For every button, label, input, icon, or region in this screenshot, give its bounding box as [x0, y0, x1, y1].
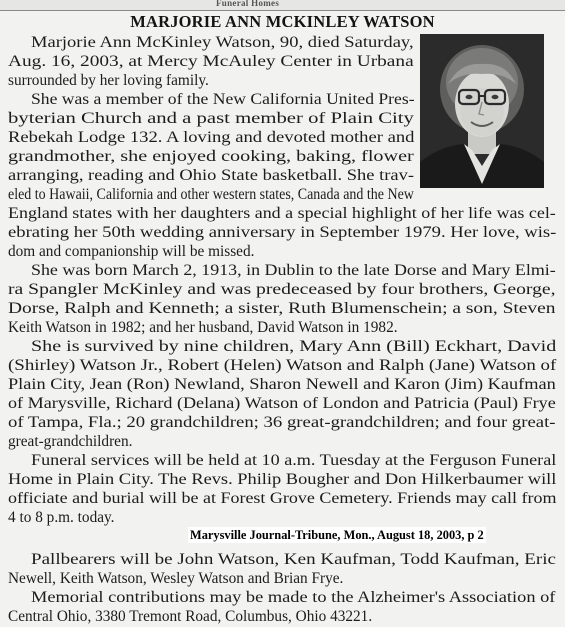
obituary-title: MARJORIE ANN MCKINLEY WATSON [130, 12, 435, 31]
obituary-line: Dorse, Ralph and Kenneth; a sister, Ruth Blumenschein; a son, Steven [8, 300, 556, 317]
obituary-line: great-grandchildren. [8, 433, 133, 450]
obituary-line: Memorial contributions may be made to the Alzheimer's Association of [31, 589, 556, 606]
obituary-line: (Shirley) Watson Jr., Robert (Helen) Watson and Ralph (Jane) Watson of [8, 357, 557, 374]
obituary-line: arranging, reading and Ohio State basketball. She trav- [8, 167, 415, 184]
obituary-line: She was a member of the New California United Pres- [31, 91, 415, 108]
obituary-line: byterian Church and a past member of Plain City [8, 110, 414, 127]
obituary-line: Newell, Keith Watson, Wesley Watson and Brian Frye. [8, 570, 344, 587]
obituary-line: grandmother, she enjoyed cooking, baking, flower [8, 148, 414, 165]
section-header-strip [0, 0, 565, 11]
portrait-image [420, 34, 544, 188]
obituary-line: Plain City, Jean (Ron) Newland, Sharon Newell and Karon (Jim) Kaufman [8, 376, 556, 393]
obituary-line: eled to Hawaii, California and other western states, Canada and the New [8, 186, 414, 203]
obituary-line: ra Spangler McKinley and was predeceased by four brothers, George, [8, 281, 556, 298]
source-caption: Marysville Journal-Tribune, Mon., August 18, 2003, p 2 [190, 528, 484, 542]
obituary-line: officiate and burial will be at Forest Grove Cemetery. Friends may call from [8, 490, 557, 507]
obituary-line: Keith Watson in 1982; and her husband, David Watson in 1982. [8, 319, 398, 336]
obituary-line: She was born March 2, 1913, in Dublin to the late Dorse and Mary Elmi- [31, 262, 556, 279]
obituary-line: Central Ohio, 3380 Tremont Road, Columbus, Ohio 43221. [8, 608, 373, 625]
obituary-line: Home in Plain City. The Revs. Philip Bougher and Don Hilkerbaumer will [8, 471, 557, 488]
obituary-line: of Marysville, Richard (Delana) Watson of London and Patricia (Paul) Frye [8, 395, 556, 412]
obituary-line: Funeral services will be held at 10 a.m. Tuesday at the Ferguson Funeral [31, 452, 557, 469]
obituary-line: 4 to 8 p.m. today. [8, 509, 115, 526]
obituary-line: She is survived by nine children, Mary Ann (Bill) Eckhart, David [31, 338, 557, 355]
obituary-line: Aug. 16, 2003, at Mercy McAuley Center in Urbana [8, 53, 414, 70]
obituary-line: England states with her daughters and a special highlight of her life was cel- [8, 205, 556, 222]
obituary-line: dom and companionship will be missed. [8, 243, 255, 260]
portrait-photo [420, 34, 544, 188]
obituary-line: ebrating her 50th wedding anniversary in September 1979. Her love, wis- [8, 224, 557, 241]
obituary-line: surrounded by her loving family. [8, 72, 209, 89]
obituary-line: of Tampa, Fla.; 20 grandchildren; 36 great-grandchildren; and four great- [8, 414, 556, 431]
obituary-line: Pallbearers will be John Watson, Ken Kaufman, Todd Kaufman, Eric [31, 551, 556, 568]
obituary-line: Rebekah Lodge 132. A loving and devoted mother and [8, 129, 415, 146]
obituary-line: Marjorie Ann McKinley Watson, 90, died Saturday, [31, 34, 414, 51]
section-header-text: Funeral Homes [216, 0, 280, 8]
